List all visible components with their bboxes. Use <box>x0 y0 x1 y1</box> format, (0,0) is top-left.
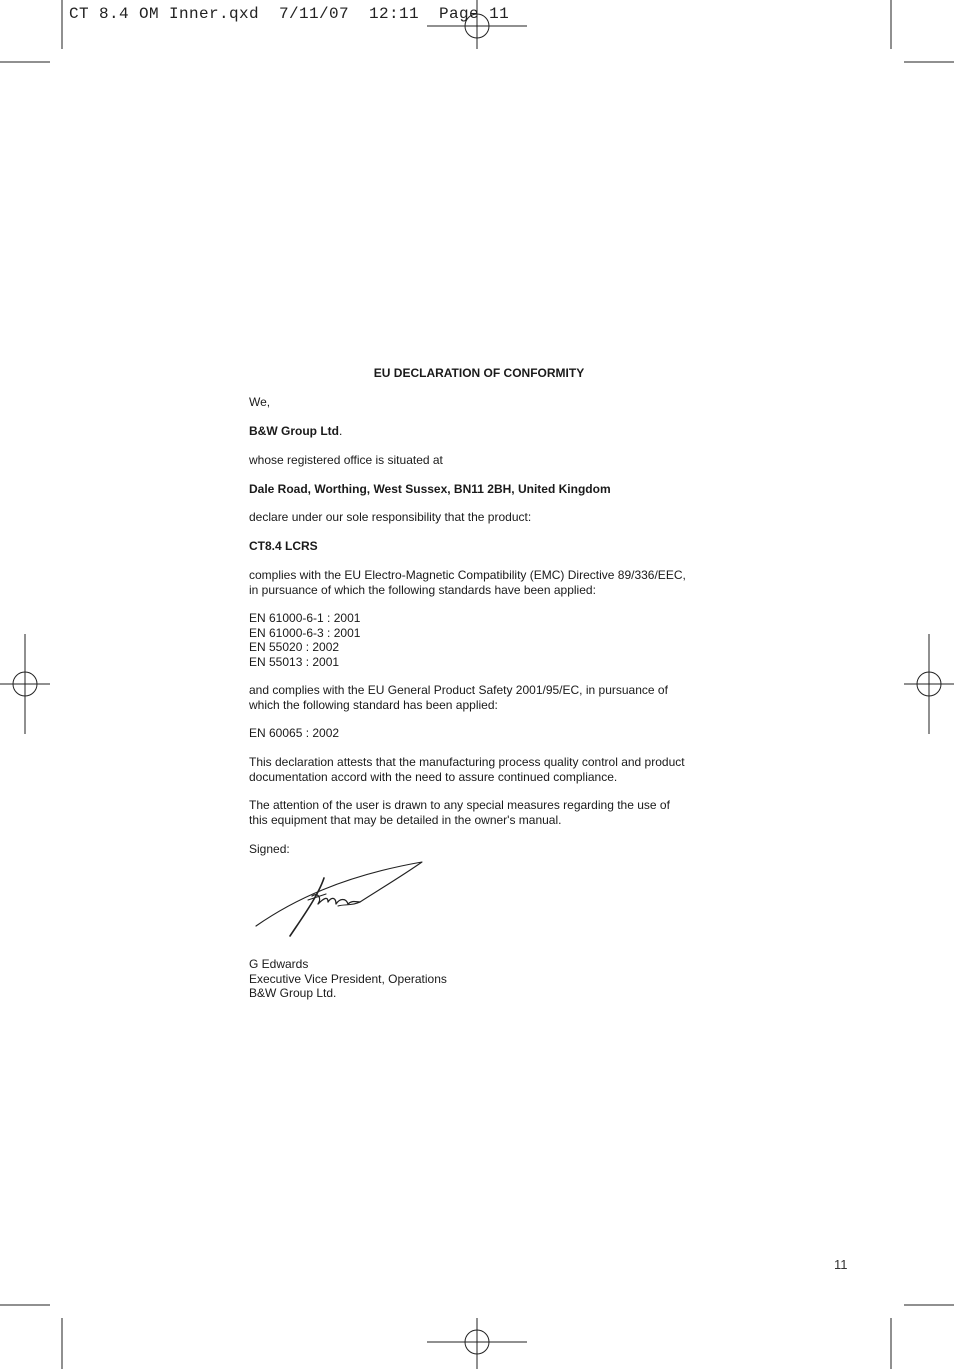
company-name <box>249 424 719 439</box>
safety-line-2: which the following standard has been applied: <box>249 697 498 712</box>
page-number: 11 <box>834 1257 848 1272</box>
signatory-title: Executive Vice President, Operations <box>249 971 447 986</box>
office-intro: whose registered office is situated at <box>249 453 443 467</box>
company-name-bold: B&W Group Ltd <box>249 424 339 438</box>
attest-line-1: This declaration attests that the manufacturing process quality control and product <box>249 755 685 769</box>
company-period: . <box>338 424 343 438</box>
file-slug: CT 8.4 OM Inner.qxd 7/11/07 12:11 Page 11 <box>69 5 510 23</box>
registration-mark-right <box>904 634 954 734</box>
standard-item: EN 55020 : 2002 <box>249 640 340 654</box>
attention-line-2: this equipment that may be detailed in the owner's manual. <box>249 812 562 827</box>
emc-line-1: complies with the EU Electro-Magnetic Compatibility (EMC) Directive 89/336/EEC, <box>249 568 686 582</box>
signatory-company: B&W Group Ltd. <box>249 986 337 1000</box>
signatory-name: G Edwards <box>249 957 309 971</box>
declaration-title: EU DECLARATION OF CONFORMITY <box>373 366 585 380</box>
we-text: We, <box>249 395 271 409</box>
signed-label: Signed: <box>249 842 290 856</box>
registration-mark-bottom <box>427 1318 527 1369</box>
attention-line-1: The attention of the user is drawn to any special measures regarding the use of <box>249 798 670 812</box>
handwritten-signature <box>252 856 432 942</box>
registration-mark-top <box>427 0 527 49</box>
registered-address: Dale Road, Worthing, West Sussex, BN11 2BH, United Kingdom <box>249 482 611 496</box>
attest-line-2: documentation accord with the need to assure continued compliance. <box>249 769 618 784</box>
safety-line-1: and complies with the EU General Product Safety 2001/95/EC, in pursuance of <box>249 683 668 697</box>
declare-text: declare under our sole responsibility that the product: <box>249 510 532 524</box>
standard-item: EN 61000-6-1 : 2001 <box>249 611 361 625</box>
standard-item: EN 55013 : 2001 <box>249 654 340 669</box>
emc-line-2: in pursuance of which the following standards have been applied: <box>249 582 596 597</box>
safety-standard: EN 60065 : 2002 <box>249 726 340 740</box>
registration-mark-left <box>0 634 50 734</box>
standard-item: EN 61000-6-3 : 2001 <box>249 625 361 640</box>
product-name: CT8.4 LCRS <box>249 539 318 553</box>
